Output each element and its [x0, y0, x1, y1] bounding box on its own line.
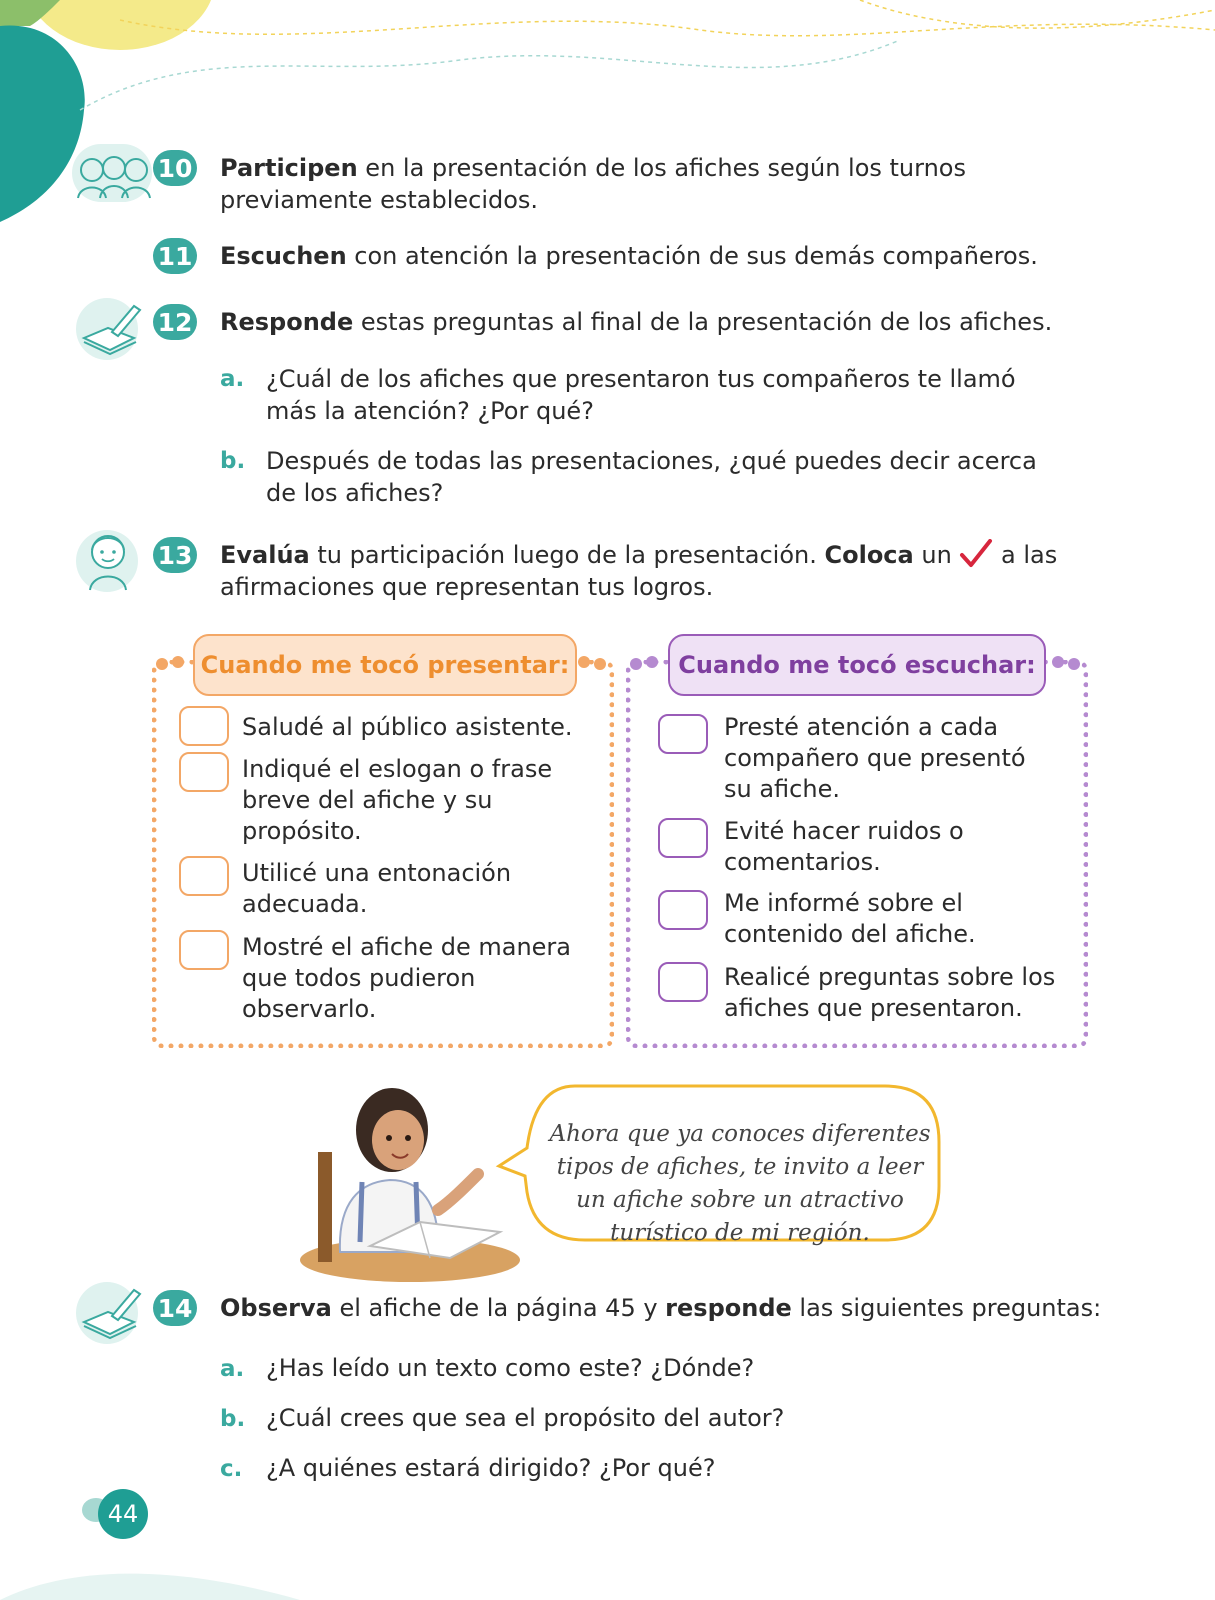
item-14-text	[220, 1292, 1101, 1324]
item-14-sub-a-text: ¿Has leído un texto como este? ¿Dónde?	[266, 1354, 755, 1382]
checkbox-present-4[interactable]	[179, 930, 229, 970]
students-group-icon	[72, 148, 154, 202]
listen-item-4-line2: afiches que presentaron.	[724, 994, 1023, 1022]
item-13-mid: tu participación luego de la presentación.	[309, 541, 825, 569]
item-13-un: un	[913, 541, 960, 569]
item-12-rest: estas preguntas al final de la presentación de los afiches.	[353, 308, 1053, 336]
bubble-line-3: un afiche sobre un atractivo	[576, 1187, 904, 1213]
checkbox-listen-3[interactable]	[658, 890, 708, 930]
item-number-10: 10	[153, 150, 197, 186]
listen-item-2-line1: Evité hacer ruidos o	[724, 817, 964, 845]
listen-item-3-line2: contenido del afiche.	[724, 920, 976, 948]
present-item-1-line1: Saludé al público asistente.	[242, 713, 573, 741]
item-10-verb: Participen	[220, 154, 358, 182]
checkbox-present-1[interactable]	[179, 706, 229, 746]
item-14-sub-b-text: ¿Cuál crees que sea el propósito del autor?	[266, 1404, 785, 1432]
present-item-1	[242, 712, 573, 743]
sub-b-line2: de los afiches?	[266, 479, 444, 507]
checkbox-listen-2[interactable]	[658, 818, 708, 858]
item-12-verb: Responde	[220, 308, 354, 336]
item-number-13: 13	[153, 537, 197, 573]
present-item-4	[242, 932, 571, 1025]
present-item-3-line2: adecuada.	[242, 890, 368, 918]
item-14-rest: las siguientes preguntas:	[791, 1294, 1102, 1322]
checkbox-present-3[interactable]	[179, 856, 229, 896]
item-14-mid: el afiche de la página 45 y	[331, 1294, 666, 1322]
item-13-verb: Evalúa	[220, 541, 310, 569]
bubble-line-2: tipos de afiches, te invito a leer	[556, 1154, 924, 1180]
item-14-verb: Observa	[220, 1294, 332, 1322]
listen-item-2	[724, 816, 964, 878]
present-item-4-line3: observarlo.	[242, 995, 377, 1023]
item-14-sub-c-text: ¿A quiénes estará dirigido? ¿Por qué?	[266, 1454, 716, 1482]
present-item-4-line2: que todos pudieron	[242, 964, 476, 992]
item-14-sub-b-letter: b.	[220, 1406, 246, 1432]
page-number: 44	[98, 1489, 148, 1539]
item-11-rest: con atención la presentación de sus demás compañeros.	[346, 242, 1038, 270]
student-face-icon	[80, 528, 136, 594]
item-14-verb2: responde	[665, 1294, 792, 1322]
present-item-3-line1: Utilicé una entonación	[242, 859, 512, 887]
item-12-sub-b-text	[266, 445, 1037, 509]
sub-b-line1: Después de todas las presentaciones, ¿qué puedes decir acerca	[266, 447, 1037, 475]
checkmark-icon	[959, 539, 993, 569]
listen-item-3	[724, 888, 976, 950]
item-10-line2: previamente establecidos.	[220, 186, 539, 214]
bubble-line-4: turístico de mi región.	[610, 1220, 870, 1246]
listen-item-1-line3: su afiche.	[724, 775, 840, 803]
listen-item-2-line2: comentarios.	[724, 848, 881, 876]
sub-a-line1: ¿Cuál de los afiches que presentaron tus compañeros te llamó	[266, 365, 1016, 393]
present-item-3	[242, 858, 511, 920]
item-12-sub-b-letter: b.	[220, 448, 246, 474]
listen-item-4-line1: Realicé preguntas sobre los	[724, 963, 1056, 991]
present-item-2-line3: propósito.	[242, 817, 362, 845]
present-item-2-line2: breve del afiche y su	[242, 786, 493, 814]
checkbox-present-2[interactable]	[179, 752, 229, 792]
book-pencil-icon-14	[78, 1284, 142, 1340]
bubble-line-1: Ahora que ya conoces diferentes	[549, 1121, 931, 1147]
item-13-after: a las	[993, 541, 1058, 569]
checkbox-listen-4[interactable]	[658, 962, 708, 1002]
item-10-rest: en la presentación de los afiches según los turnos	[357, 154, 966, 182]
item-14-sub-a-letter: a.	[220, 1356, 245, 1382]
listen-item-1-line2: compañero que presentó	[724, 744, 1026, 772]
present-item-4-line1: Mostré el afiche de manera	[242, 933, 571, 961]
item-12-sub-a-letter: a.	[220, 366, 245, 392]
present-box-title: Cuando me tocó presentar:	[193, 634, 577, 696]
item-13-line2: afirmaciones que representan tus logros.	[220, 573, 714, 601]
listen-item-3-line1: Me informé sobre el	[724, 889, 963, 917]
checkbox-listen-1[interactable]	[658, 714, 708, 754]
item-10-text	[220, 152, 966, 216]
speech-bubble-text	[540, 1118, 940, 1250]
item-11-verb: Escuchen	[220, 242, 347, 270]
present-item-2-line1: Indiqué el eslogan o frase	[242, 755, 553, 783]
bottom-wave	[0, 1560, 320, 1600]
present-item-2	[242, 754, 552, 847]
listen-box-title: Cuando me tocó escuchar:	[668, 634, 1046, 696]
listen-item-1-line1: Presté atención a cada	[724, 713, 999, 741]
item-11-text	[220, 240, 1038, 272]
item-13-text	[220, 539, 1057, 603]
item-12-sub-a-text	[266, 363, 1016, 427]
item-number-12: 12	[153, 304, 197, 340]
item-number-11: 11	[153, 238, 197, 274]
book-pencil-icon	[78, 300, 142, 356]
item-14-sub-c-letter: c.	[220, 1456, 243, 1482]
item-number-14: 14	[153, 1290, 197, 1326]
item-13-verb2: Coloca	[824, 541, 914, 569]
listen-item-1	[724, 712, 1026, 805]
listen-item-4	[724, 962, 1055, 1024]
sub-a-line2: más la atención? ¿Por qué?	[266, 397, 594, 425]
item-12-text	[220, 306, 1052, 338]
